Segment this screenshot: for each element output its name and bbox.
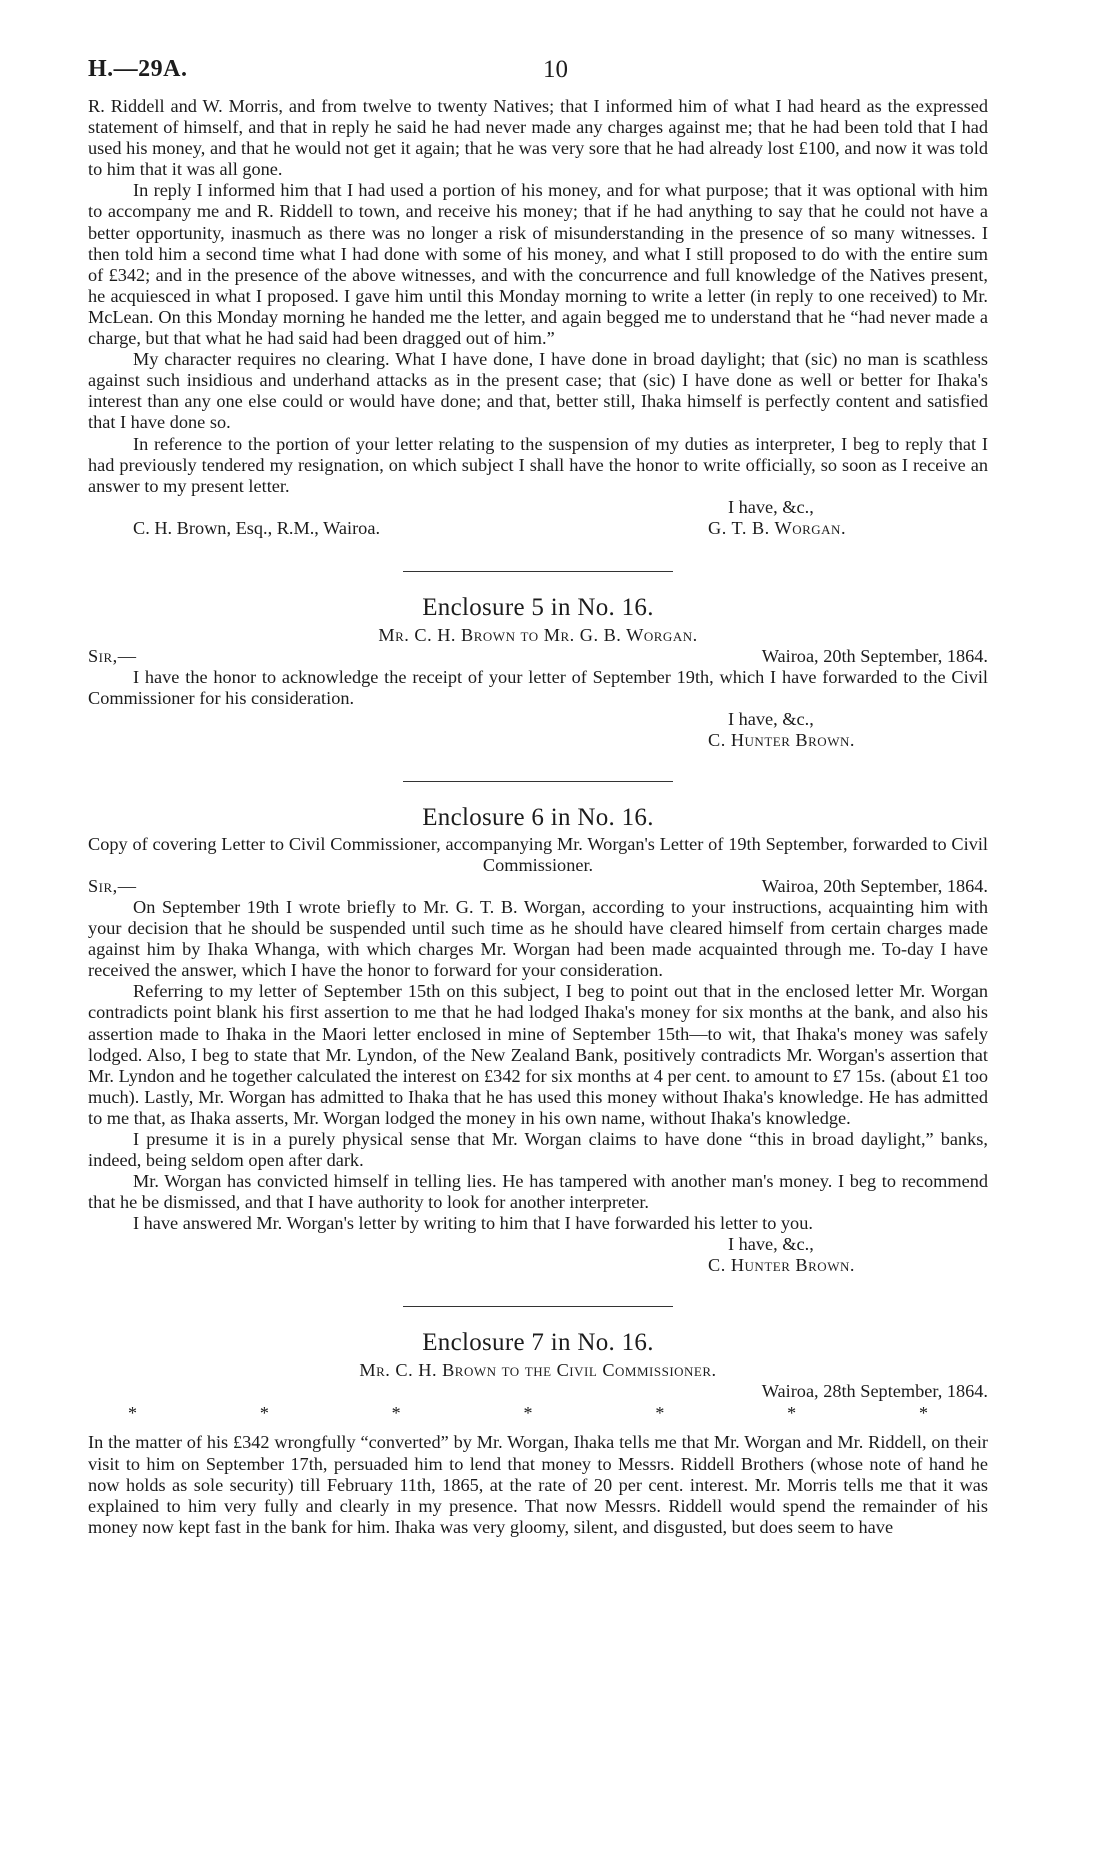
star-mark: * <box>128 1403 137 1424</box>
star-mark: * <box>391 1403 401 1424</box>
paragraph: In reply I informed him that I had used a portion of his money, and for what purpose; that it was optional with him to accompany me and R. Riddell to town, and receive his money; that if he had anything to say that he could not have a better opportunity, inasmuch as there was no longer a risk of misunderstanding in the presence of so many witnesses. I then told him a second time what I had done with some of his money, and what I still proposed to do with the entire sum of £342; and in the presence of the above witnesses, and with the concurrence and full knowledge of the Natives present, he acquiesced in what I proposed. I gave him until this Monday morning to write a letter (in reply to one received) to Mr. McLean. On this Monday morning he handed me the letter, and again begged me to understand that he “had never made a charge, but that what he had said had been dragged out of him.” <box>88 180 988 349</box>
closing: I have, &c., <box>728 708 814 729</box>
report-reference: H.—29A. <box>88 56 188 82</box>
enclosure-6-body <box>88 897 988 1235</box>
paragraph: I have answered Mr. Worgan's letter by writing to him that I have forwarded his letter to you. <box>133 1213 813 1234</box>
enclosure-5-body <box>88 667 988 709</box>
paragraph: In the matter of his £342 wrongfully “converted” by Mr. Worgan, Ihaka tells me that Mr. Worgan and Mr. Riddell, on their visit to him on September 17th, persuaded him to lend that money to Messrs. Riddell Brothers (whose note of hand he now holds as sole security) till February 11th, 1865, at the rate of 20 per cent. interest. Mr. Morris tells me that it was explained to him very fully and clearly in my presence. That now Messrs. Riddell would spend the remainder of his money now kept fast in the bank for him. Ihaka was very gloomy, silent, and disgusted, but does seem to have <box>88 1432 988 1537</box>
closing-line <box>88 497 988 518</box>
signature-line <box>88 730 988 751</box>
paragraph: R. Riddell and W. Morris, and from twelve to twenty Natives; that I informed him of what I had heard as the expressed statement of himself, and that in reply he said he had never made any charges against me; that he had been told that I had used his money, and that he would not get it again; that he was very sore that he had already lost £100, and now it was told to him that it was all gone. <box>88 96 988 180</box>
closing-line <box>88 1234 988 1255</box>
enclosure-7-subtitle: Mr. C. H. Brown to the Civil Commissioner. <box>359 1360 717 1381</box>
place-date: Wairoa, 20th September, 1864. <box>761 645 988 666</box>
closing-line <box>88 709 988 730</box>
paragraph: My character requires no clearing. What I have done, I have done in broad daylight; that (sic) no man is scathless against such insidious and underhand attacks as in the present case; that (sic) I have done as well or better for Ihaka's interest than any one else could or would have done; and that, better still, Ihaka himself is perfectly content and satisfied that I have done so. <box>88 349 988 433</box>
enclosure-7-body <box>88 1432 988 1537</box>
star-mark: * <box>523 1403 533 1424</box>
paragraph: Mr. Worgan has convicted himself in telling lies. He has tampered with another man's money. I beg to recommend that he be dismissed, and that I have authority to look for another interpreter. <box>88 1171 988 1213</box>
paragraph: Referring to my letter of September 15th on this subject, I beg to point out that in the enclosed letter Mr. Worgan contradicts point blank his first assertion to me that he had lodged Ihaka's money for six months at the bank, and also his assertion made to Ihaka in the Maori letter enclosed in mine of September 15th—to wit, that Ihaka's money was safely lodged. Also, I beg to state that Mr. Lyndon, of the New Zealand Bank, positively contradicts Mr. Worgan's assertion that Mr. Lyndon and he together calculated the interest on £342 for six months at 4 per cent. to amount to £7 15s. (about £1 too much). Lastly, Mr. Worgan has admitted to Ihaka that he has used this money without Ihaka's knowledge. He has admitted to me that, as Ihaka asserts, Mr. Worgan lodged the money in his own name, without Ihaka's knowledge. <box>88 981 988 1128</box>
star-mark: * <box>655 1403 665 1424</box>
star-mark: * <box>259 1403 269 1424</box>
omission-stars <box>88 1402 988 1424</box>
signature-line <box>88 1255 988 1276</box>
salutation: Sir,— <box>88 875 137 896</box>
signature: G. T. B. Worgan. <box>708 517 847 538</box>
document-page <box>88 56 988 1538</box>
closing: I have, &c., <box>728 496 814 517</box>
address-signature-line <box>88 518 988 539</box>
star-mark: * <box>787 1403 797 1424</box>
enclosure-6-title: Enclosure 6 in No. 16. <box>422 803 654 831</box>
salutation-row <box>88 876 988 897</box>
enclosure-6-subtitle: Copy of covering Letter to Civil Commissioner, accompanying Mr. Worgan's Letter of 19th September, forwarded to Civil Commissioner. <box>88 833 988 875</box>
letter-continuation <box>88 96 988 497</box>
place-date: Wairoa, 28th September, 1864. <box>761 1381 988 1402</box>
salutation-row <box>88 646 988 667</box>
page-number: 10 <box>543 56 568 83</box>
enclosure-5-title: Enclosure 5 in No. 16. <box>422 593 654 621</box>
paragraph: I have the honor to acknowledge the receipt of your letter of September 19th, which I have forwarded to the Civil Commissioner for his consideration. <box>88 666 988 708</box>
date-row <box>88 1381 988 1402</box>
salutation: Sir,— <box>88 645 137 666</box>
star-mark: * <box>918 1403 928 1424</box>
addressee: C. H. Brown, Esq., R.M., Wairoa. <box>133 517 381 538</box>
place-date: Wairoa, 20th September, 1864. <box>761 875 988 896</box>
page-header <box>88 56 988 96</box>
paragraph: I presume it is in a purely physical sense that Mr. Worgan claims to have done “this in broad daylight,” banks, indeed, being seldom open after dark. <box>88 1129 988 1171</box>
enclosure-5-subtitle: Mr. C. H. Brown to Mr. G. B. Worgan. <box>378 624 698 645</box>
signature: C. Hunter Brown. <box>708 729 855 750</box>
enclosure-7-title: Enclosure 7 in No. 16. <box>422 1329 654 1357</box>
closing: I have, &c., <box>728 1234 814 1255</box>
signature: C. Hunter Brown. <box>708 1255 855 1276</box>
paragraph: In reference to the portion of your letter relating to the suspension of my duties as interpreter, I beg to reply that I had previously tendered my resignation, on which subject I shall have the honor to write officially, so soon as I receive an answer to my present letter. <box>88 433 988 496</box>
paragraph: On September 19th I wrote briefly to Mr. G. T. B. Worgan, according to your instructions, acquainting him with your decision that he should be suspended until such time as he should have cleared himself from certain charges made against him by Ihaka Whanga, with which charges Mr. Worgan had been made acquainted through me. To-day I have received the answer, which I have the honor to forward for your consideration. <box>88 896 988 981</box>
